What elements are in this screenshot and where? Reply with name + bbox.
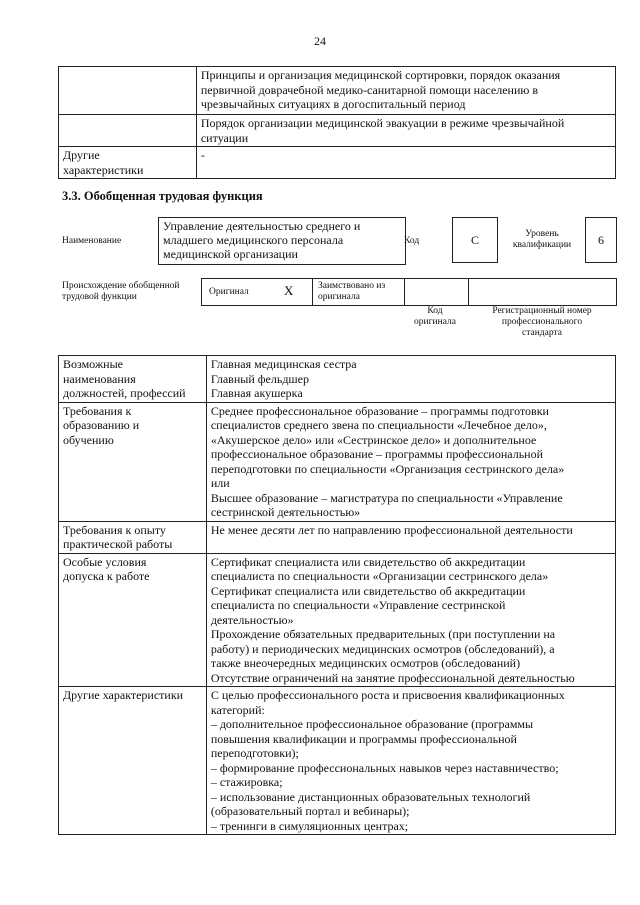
table-row (59, 356, 616, 403)
label-line: Заимствовано из (318, 281, 386, 291)
text-line: – формирование профессиональных навыков через наставничество; (210, 760, 559, 775)
code-value-box (452, 217, 498, 263)
row-content (196, 115, 615, 147)
divider (404, 279, 405, 305)
text-line: – тренинги в симуляционных центрах; (210, 818, 409, 833)
text-line: Среднее профессиональное образование – программы подготовки (210, 403, 549, 418)
text-line: чрезвычайных ситуациях в догоспитальный период (200, 97, 466, 111)
section-heading: 3.3. Обобщенная трудовая функция (62, 189, 263, 203)
characteristics-table (58, 355, 616, 835)
label-line: практической работы (63, 537, 173, 551)
text-line: Не менее десяти лет по направлению профессиональной деятельности (210, 522, 573, 537)
row-content (196, 67, 615, 115)
code-value: C (470, 233, 479, 247)
table-row (59, 402, 616, 521)
text-line: медицинской организации (163, 247, 298, 261)
caption-line: стандарта (522, 328, 562, 338)
text-line: младшего медицинского персонала (163, 233, 344, 247)
level-value-box (585, 217, 617, 263)
text-line: Отсутствие ограничений на занятие профессиональной деятельностью (210, 670, 575, 685)
text-line: С целью профессионального роста и присвоения квалификационных (210, 688, 565, 702)
label-line: Требования к (63, 403, 132, 418)
page-number: 24 (314, 34, 326, 48)
divider (468, 279, 469, 305)
caption-line: профессионального (501, 317, 583, 327)
text-line: специалистов среднего звена по специальности «Лечебное дело», (210, 418, 547, 432)
row-content (206, 402, 615, 521)
text-line: ситуации (200, 130, 249, 145)
text-line: повышения квалификации и программы профессиональной (210, 731, 517, 746)
label-line: Происхождение обобщенной (62, 281, 180, 291)
top-table (58, 66, 616, 179)
row-label (59, 147, 197, 179)
text-line: профессиональное образование – программы профессиональной (210, 447, 544, 461)
text-line: – дополнительное профессиональное образование (программы (210, 717, 534, 731)
table-row (59, 553, 616, 687)
label-line: должностей, профессий (63, 386, 186, 400)
text-line: деятельностью» (210, 612, 294, 627)
text-line: также внеочередных медицинских осмотров (обследований) (210, 656, 521, 670)
row-content (196, 147, 615, 179)
label-line: характеристики (63, 162, 144, 177)
table-row (59, 67, 616, 115)
text-line: Сертификат специалиста или свидетельство об аккредитации (210, 583, 526, 598)
label-line: Другие (63, 148, 100, 162)
text-line: переподготовки); (210, 746, 299, 760)
text-line: (образовательный портал и вебинары); (210, 804, 410, 818)
text-line: Главная акушерка (210, 386, 303, 400)
text-line: «Акушерское дело» или «Сестринское дело» и дополнительное (210, 432, 537, 447)
label-line: обучению (63, 432, 114, 447)
origin-label (62, 281, 180, 303)
text-line: работу) и периодических медицинских осмотров (обследований), а (210, 641, 555, 656)
text-line: специалиста по специальности «Управление сестринской (210, 598, 506, 612)
text-line: - (200, 148, 205, 162)
text-line: – использование дистанционных образовательных технологий (210, 789, 531, 804)
text-line: первичной доврачебной медико-санитарной помощи населению в (200, 82, 538, 97)
label-line: Возможные (63, 357, 123, 371)
text-line: категорий: (210, 702, 265, 717)
table-row (59, 147, 616, 179)
label-line: трудовой функции (62, 292, 137, 302)
row-label (59, 356, 207, 403)
row-label (59, 402, 207, 521)
level-label (503, 229, 581, 251)
label-line: Требования к опыту (63, 522, 166, 537)
divider (312, 279, 313, 305)
label-line: Уровень (525, 229, 559, 239)
label-line: наименования (63, 371, 136, 386)
text-line: переподготовки по специальности «Организация сестринского дела» (210, 461, 565, 476)
caption-line: Код (427, 306, 443, 316)
text-line: Принципы и организация медицинской сортировки, порядок оказания (200, 68, 561, 82)
name-label: Наименование (62, 236, 122, 246)
reg-number-caption (472, 306, 612, 339)
label-line: образованию и (63, 418, 140, 432)
origin-boxes (201, 278, 617, 306)
row-content (206, 356, 615, 403)
text-line: Сертификат специалиста или свидетельство об аккредитации (210, 554, 526, 569)
table-row (59, 687, 616, 835)
row-label (59, 521, 207, 553)
caption-line: оригинала (414, 317, 456, 327)
text-line: Высшее образование – магистратура по специальности «Управление (210, 490, 563, 505)
row-content (206, 553, 615, 687)
text-line: Главная медицинская сестра (210, 357, 357, 371)
text-line: специалиста по специальности «Организации сестринского дела» (210, 569, 549, 583)
text-line: Управление деятельностью среднего и (163, 219, 361, 233)
original-mark: X (284, 283, 294, 298)
text-line: или (210, 476, 230, 490)
label-line: квалификации (512, 240, 572, 250)
row-content (206, 687, 615, 835)
table-row (59, 521, 616, 553)
text-line: сестринской деятельностью» (210, 505, 361, 519)
text-line: Порядок организации медицинской эвакуации в режиме чрезвычайной (200, 116, 565, 130)
row-label (59, 553, 207, 687)
caption-line: Регистрационный номер (492, 306, 592, 316)
label-line: Другие характеристики (63, 688, 184, 702)
code-label: Код (404, 236, 420, 246)
row-label (59, 115, 197, 147)
code-original-caption (400, 306, 470, 328)
table-row (59, 115, 616, 147)
level-value: 6 (598, 233, 604, 247)
text-line: Прохождение обязательных предварительных (при поступлении на (210, 627, 556, 641)
row-label (59, 67, 197, 115)
label-line: оригинала (318, 292, 360, 302)
original-label: Оригинал (209, 287, 249, 297)
text-line: Главный фельдшер (210, 371, 309, 386)
row-content (206, 521, 615, 553)
row-label (59, 687, 207, 835)
text-line: – стажировка; (210, 775, 283, 789)
label-line: Особые условия (63, 554, 147, 569)
name-value-box (158, 217, 406, 265)
label-line: допуска к работе (63, 569, 150, 583)
borrowed-label (318, 281, 385, 303)
